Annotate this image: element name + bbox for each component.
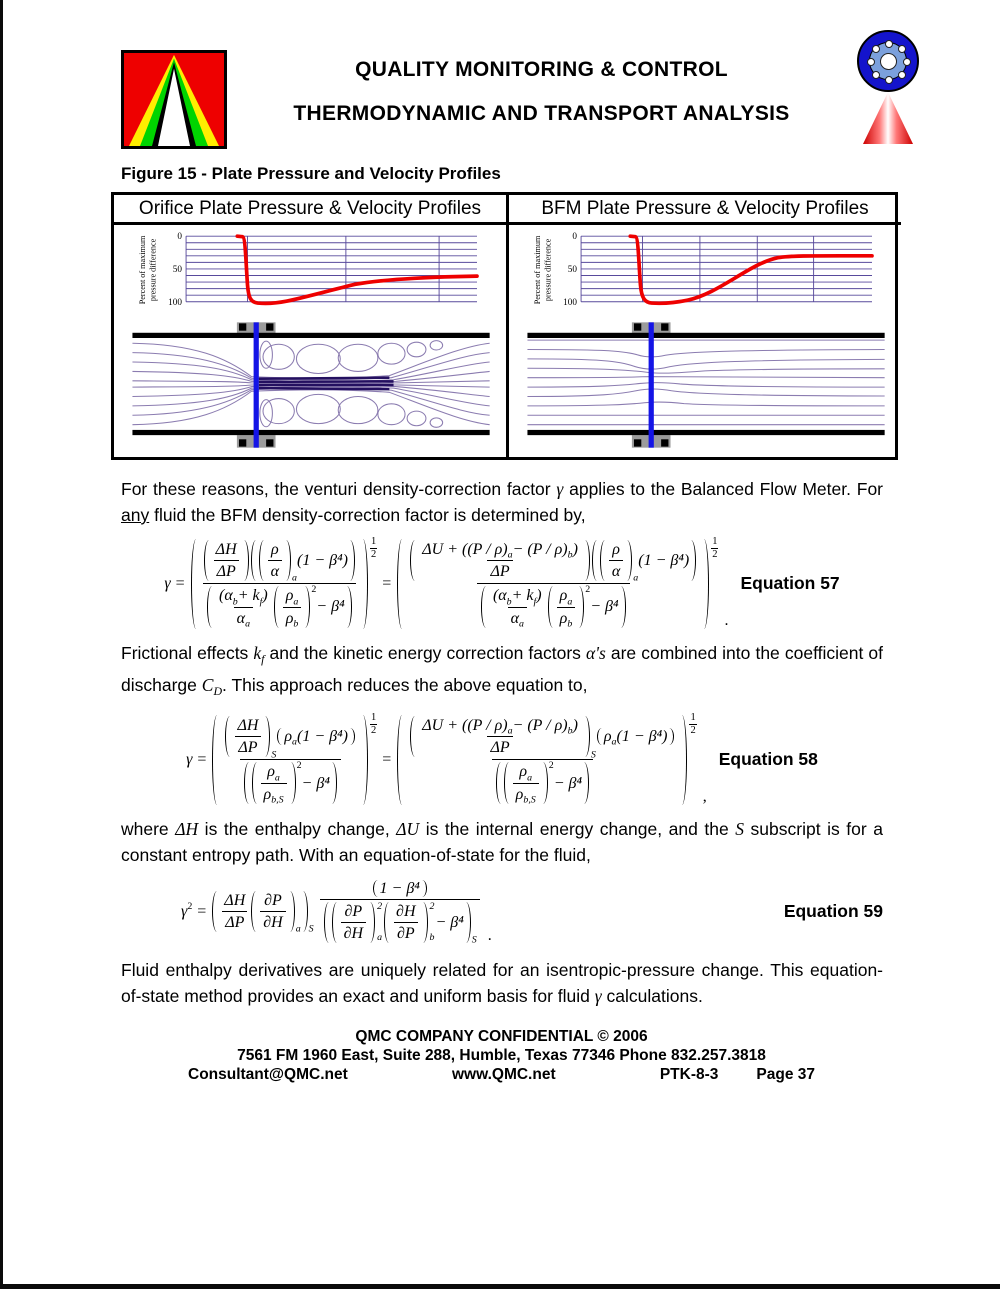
bfm-flow-wrap [509, 318, 901, 455]
svg-text:pressure difference: pressure difference [148, 238, 158, 302]
cd-symbol: $C_D$ [201, 674, 223, 699]
bfm-plate [649, 322, 654, 447]
equation-59 [121, 878, 883, 946]
equation-57-math: γ = $\frac{\Delta H}{\Delta P}$ $\frac{\rho}{\alpha}$ a (1 − β⁴) ( α b + k f ) α a ρ a ρ b 2 − β⁴ $\frac{1}{2}$ = ΔU + ((P / ρ) a − (P / ρ) b ) ΔP $\frac{\rho}{\alpha}$ a (1 − β⁴) ( α b + k f ) α a ρ a ρ b 2 − β⁴ $\frac{1}{2}$ . [164, 536, 729, 630]
equation-58 [121, 714, 883, 806]
svg-text:100: 100 [563, 296, 577, 307]
delta-u-symbol: ΔU [396, 818, 420, 839]
footer-confidential: QMC COMPANY CONFIDENTIAL © 2006 [355, 1028, 648, 1046]
title-line2: THERMODYNAMIC AND TRANSPORT ANALYSIS [293, 102, 790, 125]
bfm-flow-diagram [517, 322, 893, 448]
paragraph-3: where ΔH is the enthalpy change, ΔU is the internal energy change, and the S subscript is for a constant entropy path. With an equation-of-state for the fluid, [121, 818, 883, 865]
equation-59-math: γ 2 = $\frac{\Delta H}{\Delta P}$ $\frac{\partial P}{\partial H}$ a S 1 − β⁴ $\frac{\partial P}{\partial H}$ 2 a $\frac{\partial H}{\partial P}$ 2 b − β⁴ S . [181, 879, 492, 946]
page-footer [3, 1027, 1000, 1084]
bfm-pressure-chart [515, 229, 893, 313]
bfm-panel-title: BFM Plate Pressure & Velocity Profiles [509, 195, 901, 225]
orifice-chart-wrap [114, 225, 506, 318]
paragraph-2: Frictional effects $k_f$ and the kinetic energy correction factors α's are combined into the coefficient of discharge $C_D$. This approach reduces the above equation to, [121, 642, 884, 699]
footer-address: 7561 FM 1960 East, Suite 288, Humble, Texas 77346 Phone 832.257.3818 [237, 1047, 766, 1065]
orifice-pressure-curve [237, 236, 477, 303]
page-titles [227, 30, 856, 126]
svg-text:100: 100 [168, 296, 182, 307]
qmc-triangle-logo-icon [121, 50, 227, 149]
orifice-panel-title: Orifice Plate Pressure & Velocity Profiles [114, 195, 506, 225]
orifice-panel [114, 195, 506, 457]
equation-59-label: Equation 59 [783, 901, 883, 922]
alphas-symbol: α's [586, 642, 606, 663]
title-line1: QUALITY MONITORING & CONTROL [355, 58, 728, 81]
svg-text:pressure difference: pressure difference [543, 238, 553, 302]
bfm-chart-wrap [509, 225, 901, 318]
gamma-symbol: γ [594, 986, 602, 1007]
figure-15 [111, 192, 898, 460]
page-bottom-border [3, 1284, 1000, 1289]
bfm-pressure-curve [630, 236, 872, 303]
footer-page-number: Page 37 [756, 1066, 815, 1084]
svg-text:50: 50 [172, 264, 182, 275]
k-f-symbol: $k_f$ [253, 642, 265, 666]
orifice-plate [254, 322, 259, 447]
orifice-flow-wrap [114, 318, 506, 455]
delta-h-symbol: ΔH [175, 818, 199, 839]
equation-57-label: Equation 57 [740, 573, 840, 594]
paragraph-1: For these reasons, the venturi density-correction factor γ applies to the Balanced Flow Meter. For any fluid the BFM density-correction factor is determined by, [121, 479, 884, 525]
orifice-flow-diagram [122, 322, 498, 448]
svg-text:0: 0 [177, 231, 182, 242]
bearing-cone-logo-icon [856, 30, 920, 144]
cone-icon [863, 92, 913, 144]
equation-58-math: γ = $\frac{\Delta H}{\Delta P}$ S ρ a (1 − β⁴) ρ a ρ b,S 2 − β⁴ $\frac{1}{2}$ = ΔU + ((P / ρ) a − (P / ρ) b ) ΔP S ρ a (1 − β⁴) ρ a ρ b,S 2 − β⁴ $\frac{1}{2}$ , [186, 712, 707, 806]
figure-caption: Figure 15 - Plate Pressure and Velocity Profiles [121, 164, 501, 183]
bfm-panel [506, 195, 901, 457]
footer-email: Consultant@QMC.net [188, 1066, 348, 1084]
equation-58-label: Equation 58 [718, 749, 818, 770]
s-symbol: S [735, 818, 744, 839]
svg-text:Percent of maximum: Percent of maximum [138, 235, 148, 305]
paragraph-4: Fluid enthalpy derivatives are uniquely related for an isentropic-pressure change. This equation-of-state method provides an exact and uniform basis for fluid γ calculations. [121, 960, 883, 1007]
svg-text:50: 50 [567, 264, 577, 275]
svg-text:Percent of maximum: Percent of maximum [533, 235, 543, 305]
equation-57 [121, 538, 883, 630]
svg-text:0: 0 [572, 231, 577, 242]
bearing-icon [857, 30, 919, 92]
footer-doc-code: PTK-8-3 [659, 1066, 719, 1084]
orifice-pressure-chart [120, 229, 498, 313]
page-header [3, 0, 1000, 150]
gamma-symbol: γ [556, 479, 564, 499]
footer-website: www.QMC.net [451, 1066, 556, 1084]
